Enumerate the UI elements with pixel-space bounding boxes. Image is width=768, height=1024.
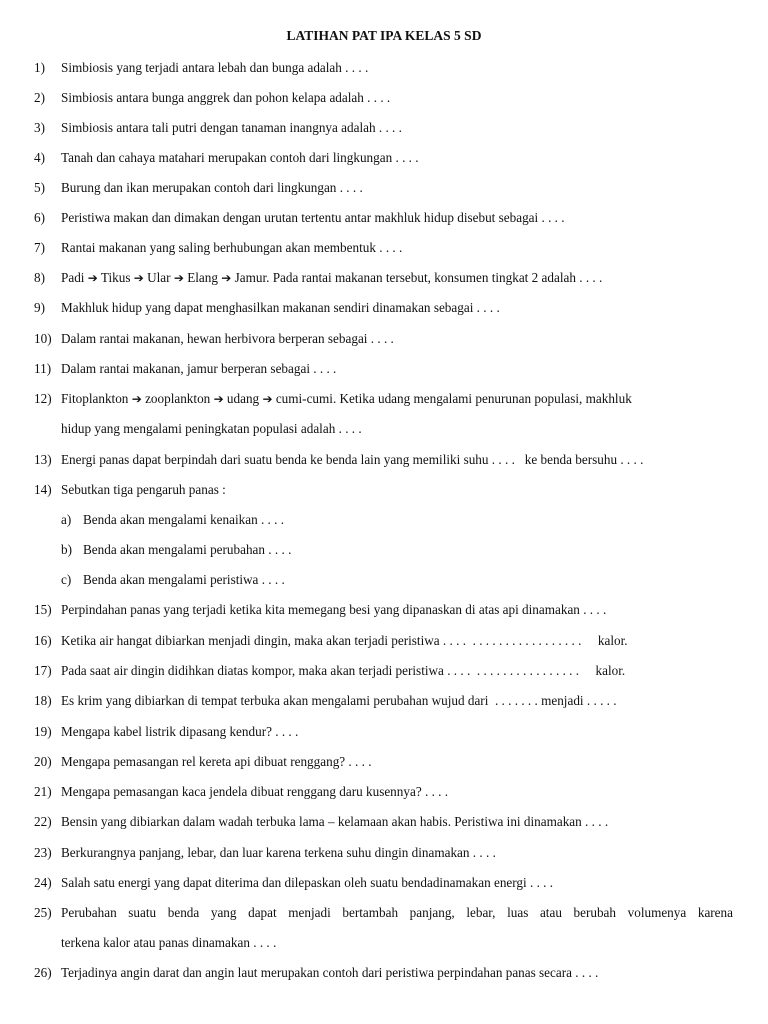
question-number: 6) xyxy=(34,210,45,225)
food-chain-item: Tikus xyxy=(100,270,131,285)
arrow-right-icon: ➔ xyxy=(221,271,232,285)
question-number: 2) xyxy=(34,90,45,105)
food-chain-item: udang xyxy=(226,391,260,406)
question-number: 26) xyxy=(34,965,52,980)
page-title: LATIHAN PAT IPA KELAS 5 SD xyxy=(286,28,482,43)
food-chain-item: Fitoplankton xyxy=(61,391,129,406)
question-number: 16) xyxy=(34,633,52,648)
question-text: Perpindahan panas yang terjadi ketika kita memegang besi yang dipanaskan di atas api dinamakan . . . . xyxy=(61,602,607,617)
question-text xyxy=(61,270,602,286)
question-number: 1) xyxy=(34,60,45,75)
arrow-right-icon: ➔ xyxy=(133,271,144,285)
question-number: 8) xyxy=(34,270,45,285)
arrow-right-icon: ➔ xyxy=(131,392,142,406)
question-text: hidup yang mengalami peningkatan populasi adalah . . . . xyxy=(61,421,362,436)
arrow-right-icon: ➔ xyxy=(213,392,224,406)
question-number: 21) xyxy=(34,784,52,799)
question-text: terkena kalor atau panas dinamakan . . . . xyxy=(61,935,277,950)
sub-question-text: Benda akan mengalami perubahan . . . . xyxy=(83,542,292,557)
food-chain-item: Elang xyxy=(187,270,218,285)
sub-question-letter: c) xyxy=(61,572,72,587)
question-number: 18) xyxy=(34,693,52,708)
question-text: Berkurangnya panjang, lebar, dan luar karena terkena suhu dingin dinamakan . . . . xyxy=(61,845,496,860)
question-text xyxy=(61,391,632,407)
food-chain-item: Padi xyxy=(61,270,85,285)
question-text: Pada saat air dingin didihkan diatas kompor, maka akan terjadi peristiwa . . . . . . . . . . . . . . . . . . . . kalor. xyxy=(61,663,626,678)
question-number: 3) xyxy=(34,120,45,135)
question-number: 25) xyxy=(34,905,52,920)
question-text: Tanah dan cahaya matahari merupakan contoh dari lingkungan . . . . xyxy=(61,150,419,165)
food-chain-item: Jamur. Pada rantai makanan tersebut, konsumen tingkat 2 adalah . . . . xyxy=(234,270,603,285)
question-text: Rantai makanan yang saling berhubungan akan membentuk . . . . xyxy=(61,240,403,255)
food-chain-item: zooplankton xyxy=(145,391,211,406)
question-number: 13) xyxy=(34,452,52,467)
question-text: Sebutkan tiga pengaruh panas : xyxy=(61,482,226,497)
question-text: Mengapa pemasangan kaca jendela dibuat renggang daru kusennya? . . . . xyxy=(61,784,449,799)
question-text: Ketika air hangat dibiarkan menjadi dingin, maka akan terjadi peristiwa . . . . . . . . . . . . . . . . . . . . . kalor. xyxy=(61,633,628,648)
question-number: 14) xyxy=(34,482,52,497)
arrow-right-icon: ➔ xyxy=(262,392,273,406)
question-number: 11) xyxy=(34,361,52,376)
question-text: Perubahan suatu benda yang dapat menjadi bertambah panjang, lebar, luas atau berubah volumenya karena xyxy=(61,905,733,920)
arrow-right-icon: ➔ xyxy=(87,271,98,285)
question-number: 4) xyxy=(34,150,45,165)
question-text: Mengapa kabel listrik dipasang kendur? . . . . xyxy=(61,724,299,739)
question-number: 23) xyxy=(34,845,52,860)
question-number: 19) xyxy=(34,724,52,739)
arrow-right-icon: ➔ xyxy=(173,271,184,285)
question-text: Makhluk hidup yang dapat menghasilkan makanan sendiri dinamakan sebagai . . . . xyxy=(61,300,500,315)
question-text: Bensin yang dibiarkan dalam wadah terbuka lama – kelamaan akan habis. Peristiwa ini dinamakan . . . . xyxy=(61,814,609,829)
question-text: Peristiwa makan dan dimakan dengan urutan tertentu antar makhluk hidup disebut sebagai . . . . xyxy=(61,210,565,225)
question-text: Burung dan ikan merupakan contoh dari lingkungan . . . . xyxy=(61,180,363,195)
question-number: 12) xyxy=(34,391,52,406)
question-text: Es krim yang dibiarkan di tempat terbuka akan mengalami perubahan wujud dari . . . . . . . menjadi . . . . . xyxy=(61,693,617,708)
question-number: 9) xyxy=(34,300,45,315)
question-number: 10) xyxy=(34,331,52,346)
question-number: 5) xyxy=(34,180,45,195)
question-number: 17) xyxy=(34,663,52,678)
food-chain-item: cumi-cumi. Ketika udang mengalami penurunan populasi, makhluk xyxy=(275,391,632,406)
question-text: Salah satu energi yang dapat diterima dan dilepaskan oleh suatu bendadinamakan energi . . . . xyxy=(61,875,554,890)
food-chain-item: Ular xyxy=(147,270,171,285)
sub-question-text: Benda akan mengalami peristiwa . . . . xyxy=(83,572,285,587)
question-text: Dalam rantai makanan, hewan herbivora berperan sebagai . . . . xyxy=(61,331,394,346)
question-number: 24) xyxy=(34,875,52,890)
question-text: Terjadinya angin darat dan angin laut merupakan contoh dari peristiwa perpindahan panas secara . . . . xyxy=(61,965,599,980)
question-text: Simbiosis yang terjadi antara lebah dan bunga adalah . . . . xyxy=(61,60,369,75)
sub-question-letter: b) xyxy=(61,542,72,557)
question-number: 15) xyxy=(34,602,52,617)
question-number: 22) xyxy=(34,814,52,829)
sub-question-text: Benda akan mengalami kenaikan . . . . xyxy=(83,512,285,527)
question-text: Simbiosis antara bunga anggrek dan pohon kelapa adalah . . . . xyxy=(61,90,391,105)
question-text: Dalam rantai makanan, jamur berperan sebagai . . . . xyxy=(61,361,337,376)
question-text: Mengapa pemasangan rel kereta api dibuat renggang? . . . . xyxy=(61,754,372,769)
question-number: 20) xyxy=(34,754,52,769)
sub-question-letter: a) xyxy=(61,512,72,527)
question-text: Simbiosis antara tali putri dengan tanaman inangnya adalah . . . . xyxy=(61,120,402,135)
question-text: Energi panas dapat berpindah dari suatu benda ke benda lain yang memiliki suhu . . . . ke benda bersuhu . . . . xyxy=(61,452,644,467)
question-number: 7) xyxy=(34,240,45,255)
